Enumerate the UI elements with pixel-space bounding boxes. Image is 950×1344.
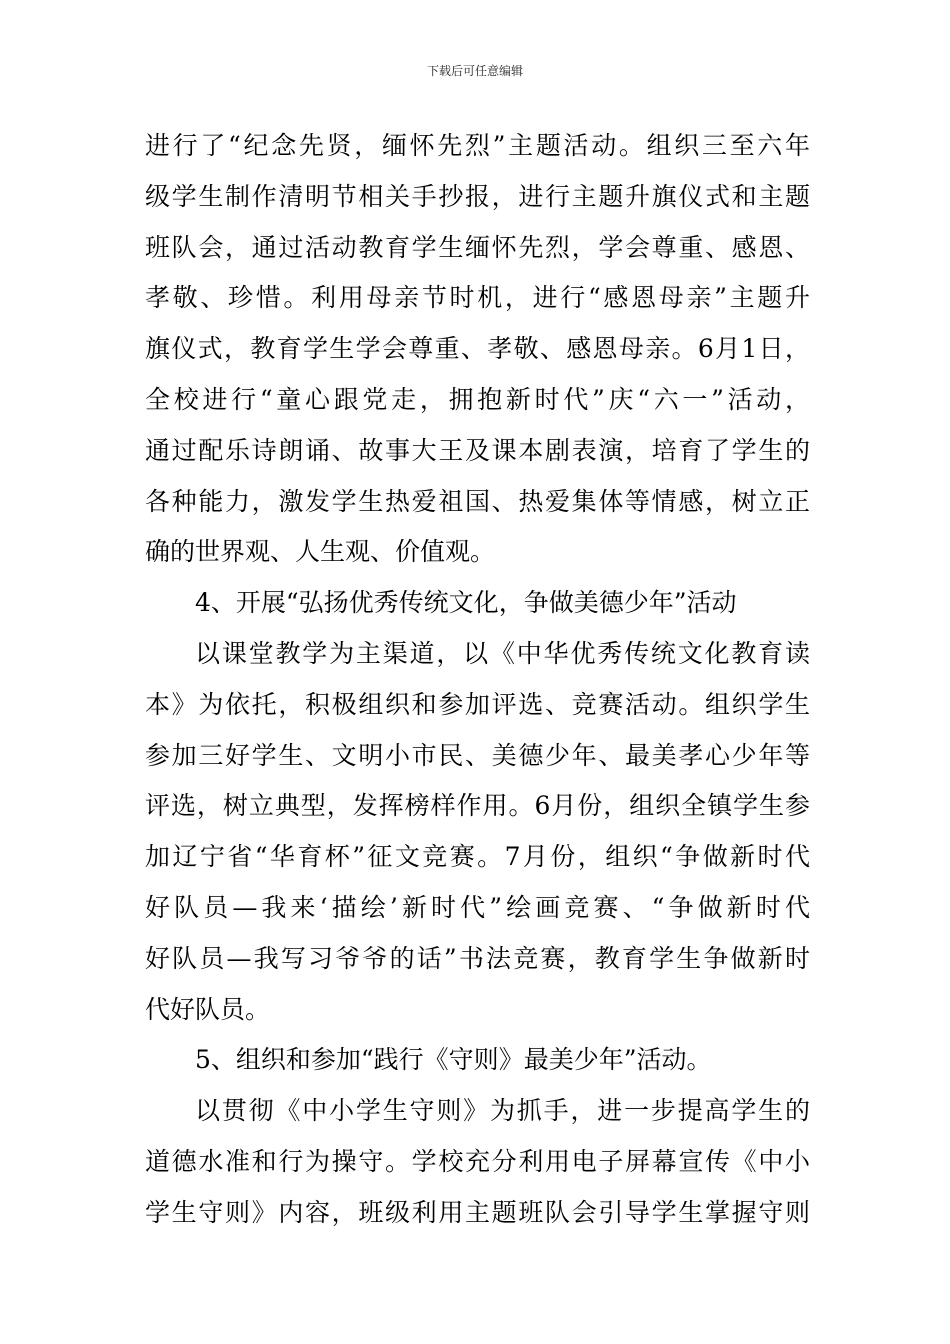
text-line: 旗仪式，教育学生学会尊重、孝敬、感恩母亲。6月1日， [145, 334, 810, 364]
text-line: 孝敬、珍惜。利用母亲节时机，进行“感恩母亲”主题升 [145, 283, 810, 313]
text-line: 以课堂教学为主渠道，以《中华优秀传统文化教育读 [195, 638, 810, 668]
text-line: 通过配乐诗朗诵、故事大王及课本剧表演，培育了学生的 [145, 435, 810, 465]
section-heading-4: 4、开展“弘扬优秀传统文化，争做美德少年”活动 [195, 588, 737, 618]
text-line: 各种能力，激发学生热爱祖国、热爱集体等情感，树立正 [145, 486, 810, 516]
section-heading-5: 5、组织和参加“践行《守则》最美少年”活动。 [195, 1045, 712, 1075]
text-line: 代好队员。 [145, 994, 271, 1024]
text-line: 进行了“纪念先贤，缅怀先烈”主题活动。组织三至六年 [145, 131, 810, 160]
text-line: 确的世界观、人生观、价值观。 [145, 537, 496, 567]
text-line: 评选，树立典型，发挥榜样作用。6月份，组织全镇学生参 [145, 791, 810, 821]
text-line: 级学生制作清明节相关手抄报，进行主题升旗仪式和主题 [145, 181, 810, 211]
text-line: 好队员—我来‘描绘’新时代”绘画竞赛、“争做新时代 [145, 892, 810, 922]
text-line: 参加三好学生、文明小市民、美德少年、最美孝心少年等 [145, 740, 810, 770]
text-line: 加辽宁省“华育杯”征文竞赛。7月份，组织“争做新时代 [145, 842, 810, 872]
text-line: 以贯彻《中小学生守则》为抓手，进一步提高学生的 [195, 1096, 810, 1126]
text-line: 班队会，通过活动教育学生缅怀先烈，学会尊重、感恩、 [145, 232, 810, 262]
page-header: 下载后可任意编辑 [426, 64, 523, 78]
text-line: 全校进行“童心跟党走，拥抱新时代”庆“六一”活动， [145, 384, 810, 414]
text-line: 道德水准和行为操守。学校充分利用电子屏幕宣传《中小 [145, 1146, 810, 1176]
text-line: 好队员—我写习爷爷的话”书法竞赛，教育学生争做新时 [145, 943, 810, 973]
document-body [145, 121, 810, 1239]
text-line: 学生守则》内容，班级利用主题班队会引导学生掌握守则 [145, 1197, 810, 1227]
text-line: 本》为依托，积极组织和参加评选、竞赛活动。组织学生 [145, 689, 810, 719]
